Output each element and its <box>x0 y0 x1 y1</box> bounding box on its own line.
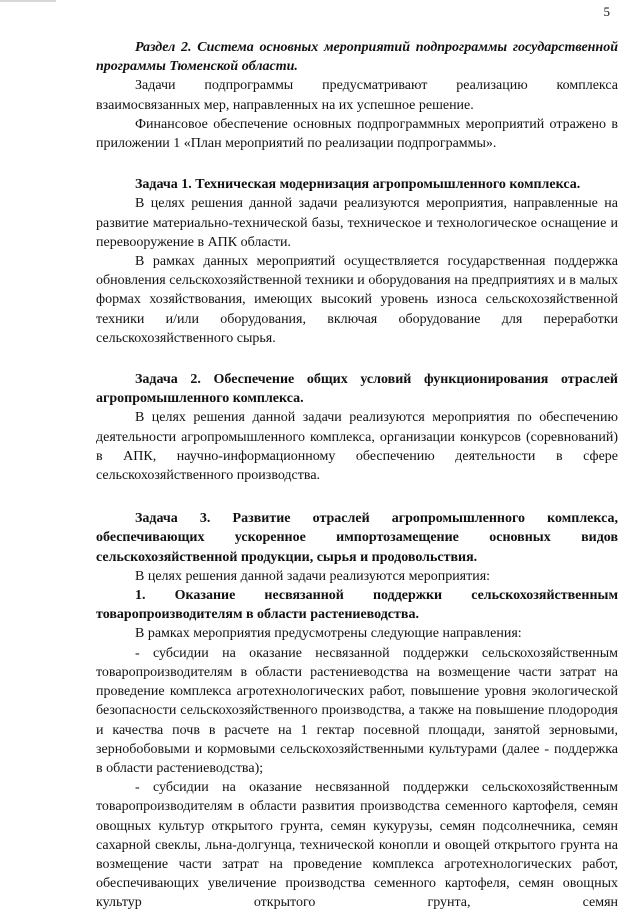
task3-paragraph-1: В целях решения данной задачи реализуются мероприятия: <box>135 568 491 584</box>
page-number: 5 <box>603 4 610 19</box>
task3-bullet-1: - субсидии на оказание несвязанной поддержки сельскохозяйственным товаропроизводителям в области растениеводства на возмещение части затрат на проведение комплекса агротехнологических работ, повышение уровня экологической безопасности сельскохозяйственного производства, а также на повышение плодородия и качества почв в расчете на 1 гектар посевной площади, занятой зерновыми, зернобобовыми и кормовыми сельскохозяйственными культурами (далее - поддержка в области растениеводства); <box>96 645 618 776</box>
task1-title: Задача 1. Техническая модернизация агропромышленного комплекса. <box>135 177 581 193</box>
section2-title: Раздел 2. Система основных мероприятий подпрограммы государственной программы Тюменской области. <box>96 40 618 75</box>
task3-title: Задача 3. Развитие отраслей агропромышленного комплекса, обеспечивающих ускоренное импортозамещение основных видов сельскохозяйственной продукции, сырья и продовольствия. <box>96 511 618 565</box>
task3-paragraph-2: В рамках мероприятия предусмотрены следующие направления: <box>135 626 522 642</box>
section2-paragraph-1: Задачи подпрограммы предусматривают реализацию комплекса взаимосвязанных мер, направленных на их успешное решение. <box>96 78 618 113</box>
scan-edge-mark <box>0 0 56 2</box>
section2-paragraph-2: Финансовое обеспечение основных подпрограммных мероприятий отражено в приложении 1 «План мероприятий по реализации подпрограммы». <box>96 116 618 152</box>
task2-paragraph-1: В целях решения данной задачи реализуются мероприятия по обеспечению деятельности агропромышленного комплекса, организации конкурсов (соревнований) в АПК, научно-информационному обеспечению деятельности в сфере сельскохозяйственного производства. <box>96 410 618 484</box>
task2-title: Задача 2. Обеспечение общих условий функционирования отраслей агропромышленного комплекса. <box>96 372 618 407</box>
task1-paragraph-2: В рамках данных мероприятий осуществляется государственная поддержка обновления сельскохозяйственной техники и оборудования на предприятиях и в малых формах хозяйствования, имеющих высокий уровень износа сельскохозяйственной техники и/или оборудования, включая оборудование для переработки сельскохозяйственного сырья. <box>96 254 618 346</box>
task3-bullet-2: - субсидии на оказание несвязанной поддержки сельскохозяйственным товаропроизводителям в области развития производства семенного картофеля, семян овощных культур открытого грунта, семян кукурузы, семян подсолнечника, семян сахарной свеклы, льна-долгунца, технической конопли и овощей открытого грунта на возмещение части затрат на проведение комплекса агротехнологических работ, обеспечивающих увеличение производства семенного картофеля, семян овощных культур открытого грунта, семян <box>96 780 618 911</box>
task3-item1-title: 1. Оказание несвязанной поддержки сельскохозяйственным товаропроизводителям в области растениеводства. <box>96 588 618 623</box>
task1-paragraph-1: В целях решения данной задачи реализуются мероприятия, направленные на развитие материально-технической базы, техническое и технологическое оснащение и перевооружение в АПК области. <box>96 196 618 250</box>
